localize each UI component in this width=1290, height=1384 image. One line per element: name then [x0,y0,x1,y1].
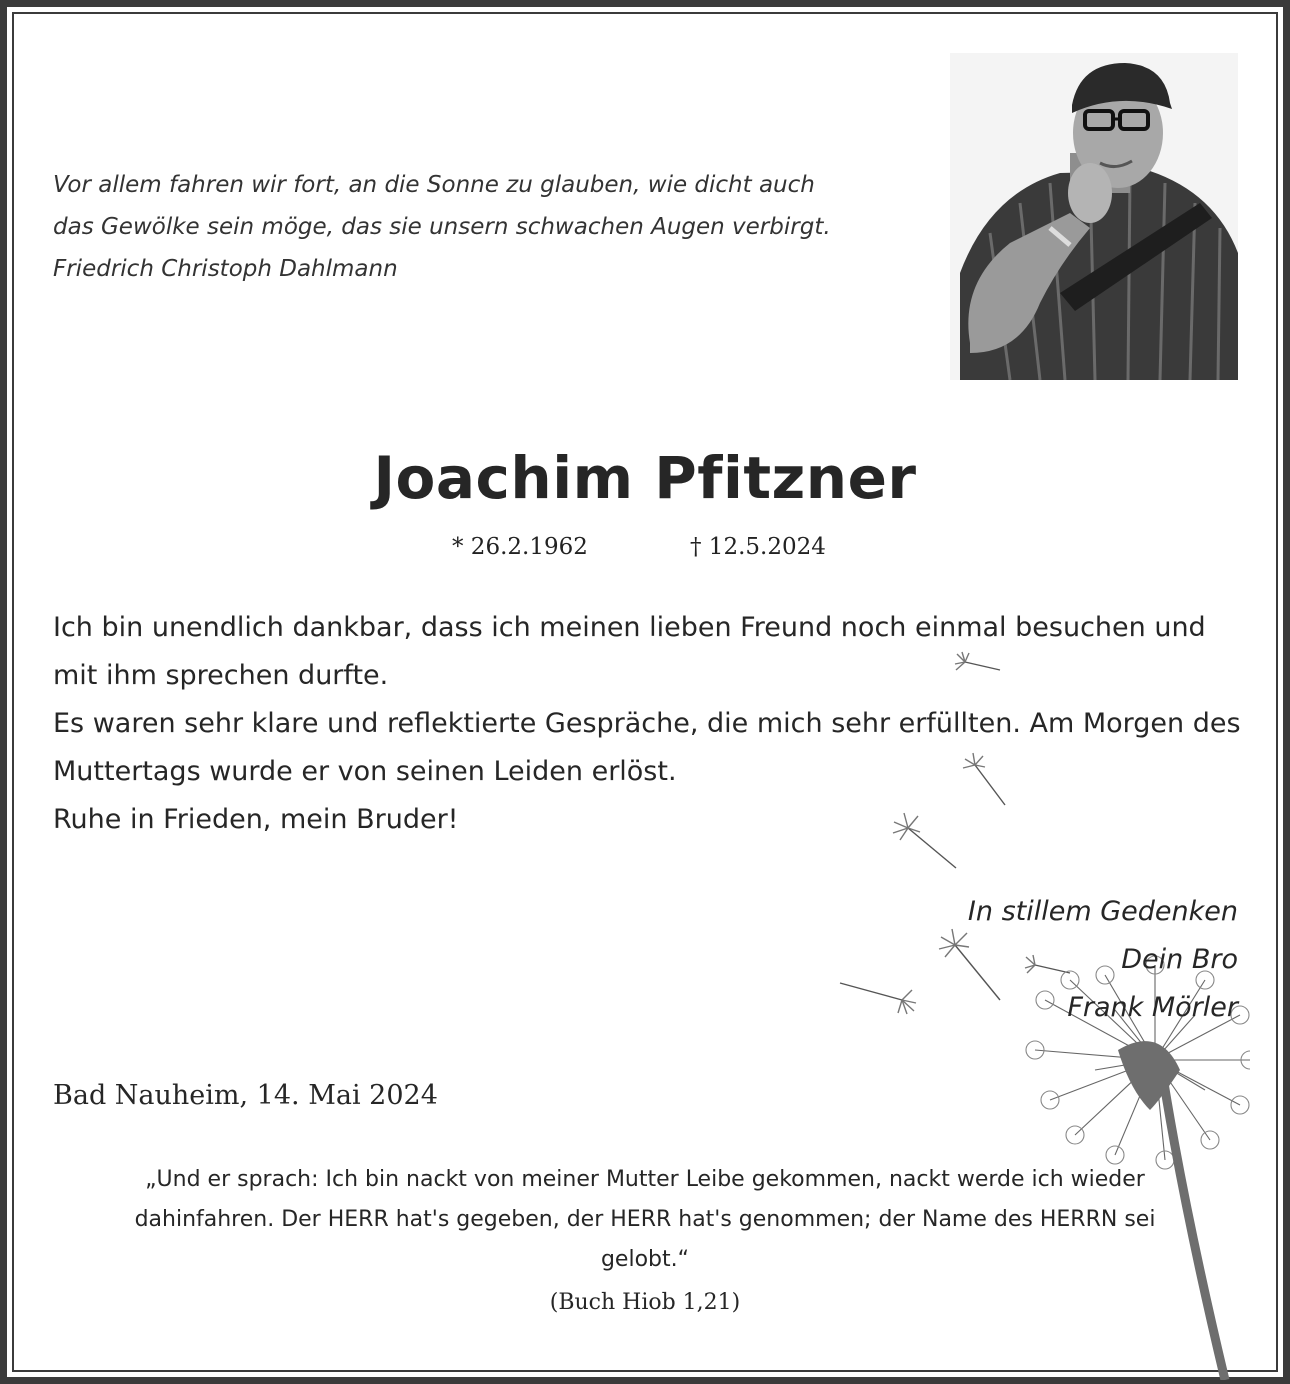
signer-name: Frank Mörler [1067,992,1238,1023]
deceased-name: Joachim Pfitzner [373,444,917,512]
birth-date: * 26.2.1962 [452,534,588,560]
bible-line: gelobt.“ [600,1247,690,1272]
message-line: Ich bin unendlich dankbar, dass ich meinen lieben Freund noch einmal besuchen und [53,612,1206,643]
bible-line: „Und er sprach: Ich bin nackt von meiner Mutter Leibe gekommen, nackt werde ich wieder [145,1167,1145,1192]
quote-line: Vor allem fahren wir fort, an die Sonne zu glauben, wie dicht auch [53,172,815,198]
quote-line: das Gewölke sein möge, das sie unsern schwachen Augen verbirgt. [53,214,831,240]
bible-quote [40,1160,1250,1280]
bible-line: dahinfahren. Der HERR hat's gegeben, der HERR hat's genommen; der Name des HERRN sei [134,1207,1156,1232]
closing-line: Dein Bro [1121,944,1238,975]
message-line: Es waren sehr klare und reflektierte Gespräche, die mich sehr erfüllten. Am Morgen des [53,708,1241,739]
opening-quote [53,164,883,290]
place-and-date: Bad Nauheim, 14. Mai 2024 [53,1080,438,1111]
closing-line: In stillem Gedenken [967,896,1238,927]
bible-reference: (Buch Hiob 1,21) [549,1290,741,1315]
memorial-message [53,604,1253,844]
message-line: mit ihm sprechen durfte. [53,660,389,691]
portrait-photo [950,53,1238,380]
closing-signature [968,888,1238,1032]
message-line: Ruhe in Frieden, mein Bruder! [53,804,459,835]
quote-author: Friedrich Christoph Dahlmann [53,256,398,282]
death-date: † 12.5.2024 [690,534,826,560]
message-line: Muttertags wurde er von seinen Leiden erlöst. [53,756,677,787]
